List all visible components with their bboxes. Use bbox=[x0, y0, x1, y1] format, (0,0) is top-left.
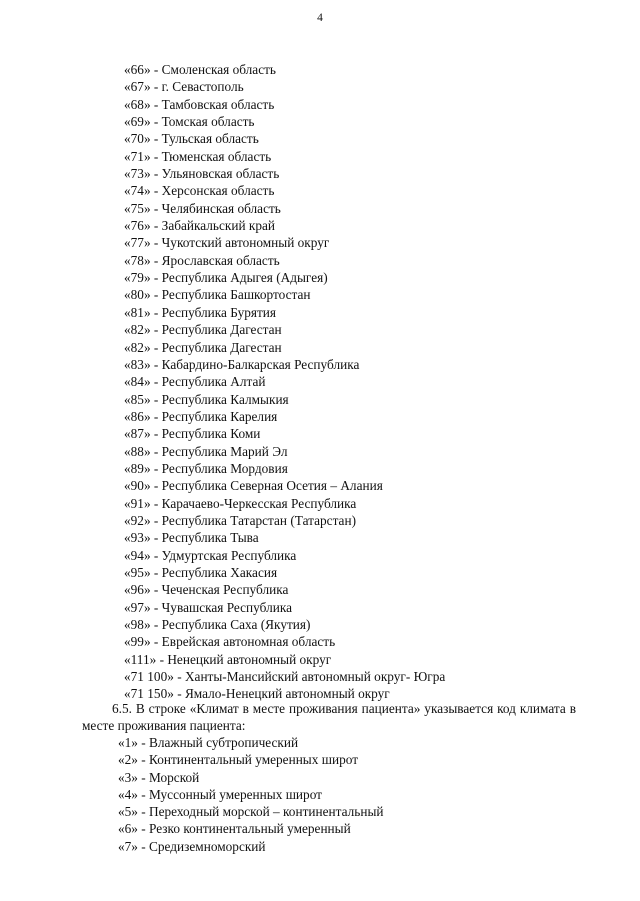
region-list-item: «77» - Чукотский автономный округ bbox=[124, 235, 330, 251]
region-list-item: «88» - Республика Марий Эл bbox=[124, 443, 288, 459]
region-list-item: «82» - Республика Дагестан bbox=[124, 339, 282, 355]
climate-list-item: «1» - Влажный субтропический bbox=[118, 735, 299, 750]
region-list-item: «89» - Республика Мордовия bbox=[124, 460, 288, 476]
region-list-item: «84» - Республика Алтай bbox=[124, 374, 266, 390]
region-list-item: «70» - Тульская область bbox=[124, 131, 259, 147]
region-list-item: «99» - Еврейская автономная область bbox=[124, 634, 336, 650]
climate-list-item: «4» - Муссонный умеренных широт bbox=[118, 786, 322, 802]
region-list-item: «91» - Карачаево-Черкесская Республика bbox=[124, 495, 357, 511]
region-list-item: «79» - Республика Адыгея (Адыгея) bbox=[124, 270, 328, 286]
climate-code-list bbox=[118, 734, 384, 855]
region-list-item: «78» - Ярославская область bbox=[124, 252, 280, 268]
region-list-item: «73» - Ульяновская область bbox=[124, 166, 280, 182]
region-list-item: «92» - Республика Татарстан (Татарстан) bbox=[124, 512, 356, 528]
region-list-item: «68» - Тамбовская область bbox=[124, 96, 275, 112]
region-list-item: «95» - Республика Хакасия bbox=[124, 564, 278, 580]
region-list-item: «82» - Республика Дагестан bbox=[124, 322, 282, 338]
region-code-list bbox=[124, 61, 445, 703]
region-list-item: «81» - Республика Бурятия bbox=[124, 304, 277, 320]
region-list-item: «75» - Челябинская область bbox=[124, 200, 281, 216]
climate-list-item: «6» - Резко континентальный умеренный bbox=[118, 821, 351, 837]
region-list-item: «93» - Республика Тыва bbox=[124, 530, 259, 546]
region-list-item: «71» - Тюменская область bbox=[124, 148, 272, 164]
region-list-item: «71 150» - Ямало-Ненецкий автономный округ bbox=[124, 686, 390, 702]
region-list-item: «90» - Республика Северная Осетия – Алания bbox=[124, 478, 383, 494]
region-list-item: «76» - Забайкальский край bbox=[124, 218, 276, 234]
section-paragraph: 6.5. В строке «Климат в месте проживания пациента» указывается код климата в месте проживания пациента: bbox=[82, 701, 576, 734]
climate-list-item: «3» - Морской bbox=[118, 769, 200, 785]
page-number: 4 bbox=[317, 12, 323, 24]
region-list-item: «67» - г. Севастополь bbox=[124, 79, 244, 95]
region-list-item: «66» - Смоленская область bbox=[124, 62, 276, 77]
region-list-item: «74» - Херсонская область bbox=[124, 183, 275, 199]
region-list-item: «94» - Удмуртская Республика bbox=[124, 547, 297, 563]
region-list-item: «86» - Республика Карелия bbox=[124, 408, 278, 424]
region-list-item: «97» - Чувашская Республика bbox=[124, 599, 292, 615]
region-list-item: «80» - Республика Башкортостан bbox=[124, 287, 311, 303]
region-list-item: «96» - Чеченская Республика bbox=[124, 582, 289, 598]
climate-list-item: «7» - Средиземноморский bbox=[118, 838, 266, 854]
region-list-item: «85» - Республика Калмыкия bbox=[124, 391, 289, 407]
climate-list-item: «5» - Переходный морской – континентальный bbox=[118, 804, 384, 820]
region-list-item: «71 100» - Ханты-Мансийский автономный округ- Югра bbox=[124, 669, 446, 685]
region-list-item: «98» - Республика Саха (Якутия) bbox=[124, 617, 311, 632]
region-list-item: «111» - Ненецкий автономный округ bbox=[124, 651, 332, 667]
region-list-item: «87» - Республика Коми bbox=[124, 426, 261, 442]
climate-list-item: «2» - Континентальный умеренных широт bbox=[118, 752, 358, 768]
region-list-item: «83» - Кабардино-Балкарская Республика bbox=[124, 356, 360, 372]
region-list-item: «69» - Томская область bbox=[124, 114, 255, 130]
